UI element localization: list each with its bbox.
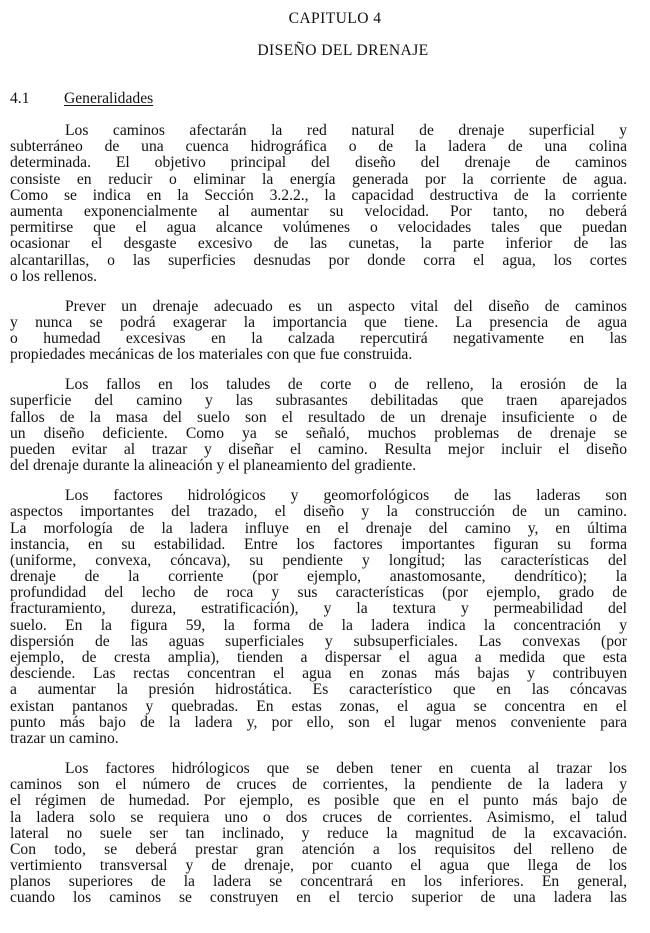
text-line: aumenta exponencialmente al aumentar su velocidad. Por tanto, no deberá bbox=[10, 203, 627, 220]
document-body bbox=[10, 123, 627, 920]
text-line: la ladera solo se requiera uno o dos cruces de corrientes. Asimismo, el talud bbox=[10, 809, 627, 826]
text-line: a aumentar la presión hidrostática. Es característico que en las cóncavas bbox=[10, 682, 627, 699]
text-line: profundidad del lecho de roca y sus características (por ejemplo, grado de bbox=[10, 585, 627, 602]
paragraph bbox=[10, 377, 627, 474]
text-line: (uniforme, convexa, cóncava), su pendiente y longitud; las características del bbox=[10, 552, 627, 569]
chapter-title: DISEÑO DEL DRENAJE bbox=[257, 42, 429, 59]
text-line: instancia, en su estabilidad. Entre los factores importantes figuran su forma bbox=[10, 536, 627, 553]
text-line: del drenaje durante la alineación y el planeamiento del gradiente. bbox=[10, 458, 417, 475]
text-line: propiedades mecánicas de los materiales con que fue construida. bbox=[10, 347, 413, 364]
text-line: existan pantanos y quebradas. En estas zonas, el agua se concentra en el bbox=[10, 698, 627, 715]
text-line: lateral no suele ser tan inclinado, y reduce la magnitud de la excavación. bbox=[10, 825, 627, 842]
text-line: Prever un drenaje adecuado es un aspecto vital del diseño de caminos bbox=[65, 298, 627, 315]
text-line: pueden evitar al trazar y diseñar el camino. Resulta mejor incluir el diseño bbox=[10, 441, 627, 458]
paragraph bbox=[10, 488, 627, 747]
text-line: Con todo, se deberá prestar gran atención a los requisitos del relleno de bbox=[10, 841, 627, 858]
text-line: drenaje de la corriente (por ejemplo, anastomosante, dendrítico); la bbox=[10, 569, 627, 586]
text-line: suelo. En la figura 59, la forma de la ladera indica la concentración y bbox=[10, 617, 627, 634]
paragraph bbox=[10, 299, 627, 364]
text-line: subterráneo de una cuenca hidrográfica o de la ladera de una colina bbox=[10, 139, 627, 156]
text-line: ejemplo, de cresta amplia), tienden a dispersar el agua a medida que esta bbox=[10, 650, 627, 667]
text-line: planos superiores de la ladera se concentrará en los inferiores. En general, bbox=[10, 874, 627, 891]
text-line: cuando los caminos se construyen en el tercio superior de una ladera las bbox=[10, 890, 627, 907]
text-line: o humedad excesivas en la calzada repercutirá negativamente en las bbox=[10, 331, 627, 348]
text-line: determinada. El objetivo principal del diseño del drenaje de caminos bbox=[10, 155, 627, 172]
text-line: superficie del camino y las subrasantes debilitadas que traen aparejados bbox=[10, 393, 627, 410]
section-number: 4.1 bbox=[10, 90, 30, 107]
section-name: Generalidades bbox=[64, 90, 154, 107]
text-line: y nunca se podrá exagerar la importancia que tiene. La presencia de agua bbox=[10, 314, 627, 331]
text-line: fallos de la masa del suelo son el resultado de un drenaje insuficiente o de bbox=[10, 409, 627, 426]
text-line: La morfología de la ladera influye en el drenaje del camino y, en última bbox=[10, 520, 627, 537]
text-line: Como se indica en la Sección 3.2.2., la capacidad destructiva de la corriente bbox=[10, 187, 627, 204]
text-line: consiste en reducir o eliminar la energía generada por la corriente de agua. bbox=[10, 171, 627, 188]
text-line: fracturamiento, dureza, estratificación), y la textura y permeabilidad del bbox=[10, 601, 627, 618]
text-line: alcantarillas, o las superficies desnudas por donde corra el agua, los cortes bbox=[10, 252, 627, 269]
text-line: trazar un camino. bbox=[10, 730, 119, 747]
text-line: ocasionar el desgaste excesivo de las cunetas, la parte inferior de las bbox=[10, 236, 627, 253]
text-line: Los factores hidrólogicos que se deben tener en cuenta al trazar los bbox=[65, 760, 627, 777]
text-line: caminos son el número de cruces de corrientes, la pendiente de la ladera y bbox=[10, 777, 627, 794]
text-line: Los fallos en los taludes de corte o de relleno, la erosión de la bbox=[65, 377, 627, 394]
section-heading bbox=[10, 90, 153, 108]
paragraph bbox=[10, 761, 627, 907]
text-line: desciende. Las rectas concentran el agua en zonas más bajas y contribuyen bbox=[10, 666, 627, 683]
text-line: Los factores hidrológicos y geomorfológicos de las laderas son bbox=[65, 488, 627, 505]
text-line: un diseño deficiente. Como ya se señaló, muchos problemas de drenaje se bbox=[10, 425, 627, 442]
text-line: dispersión de las aguas superficiales y subsuperficiales. Las convexas (por bbox=[10, 633, 627, 650]
text-line: aspectos importantes del trazado, el diseño y la construcción de un camino. bbox=[10, 504, 627, 521]
paragraph bbox=[10, 123, 627, 285]
text-line: permitirse que el agua alcance volúmenes o velocidades tales que puedan bbox=[10, 220, 627, 237]
text-line: el régimen de humedad. Por ejemplo, es posible que en el punto más bajo de bbox=[10, 793, 627, 810]
text-line: punto más bajo de la ladera y, por ello, son el lugar menos conveniente para bbox=[10, 714, 627, 731]
text-line: vertimiento transversal y de drenaje, por cuanto el agua que llega de los bbox=[10, 858, 627, 875]
text-line: o los rellenos. bbox=[10, 268, 98, 285]
text-line: Los caminos afectarán la red natural de drenaje superficial y bbox=[65, 123, 627, 139]
chapter-heading: CAPITULO 4 bbox=[288, 10, 382, 27]
